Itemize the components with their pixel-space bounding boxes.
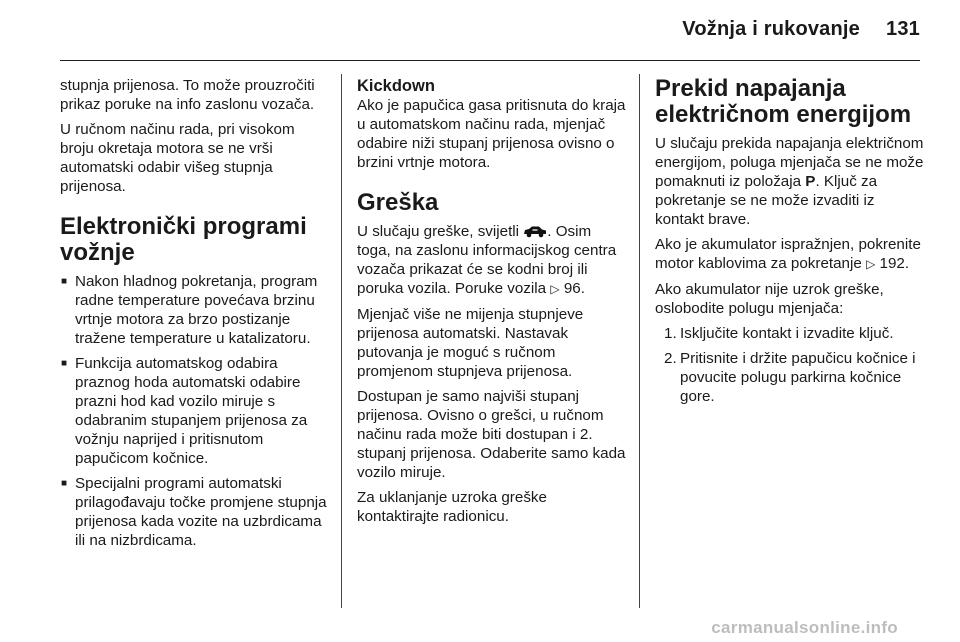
chapter-title: Vožnja i rukovanje — [682, 18, 861, 40]
step-text: Pritisnite i držite papučicu kočnice i povucite polugu parkirna kočnice gore. — [680, 350, 916, 405]
paragraph: Ako akumulator nije uzrok greške, oslobodite polugu mjenjača: — [655, 281, 884, 317]
section-heading-error: Greška — [357, 189, 439, 216]
paragraph: stupnja prijenosa. To može prouzročiti prikaz poruke na info zaslonu vozača. — [60, 77, 315, 113]
list-item — [655, 349, 925, 406]
step-number: 1. — [664, 325, 677, 342]
paragraph: Za uklanjanje uzroka greške kontaktirajte radionicu. — [357, 489, 547, 525]
text-span: U slučaju prekida napajanja električnom energijom, poluga mjenjača se ne može pomaknuti iz položaja — [655, 135, 924, 190]
text-span: . Ključ za pokretanje se ne može izvaditi iz kontakt brave. — [655, 173, 878, 228]
watermark: carmanualsonline.info — [711, 618, 898, 637]
bullet-list — [60, 272, 328, 550]
page-reference-icon: ▷ — [866, 257, 876, 271]
text-span: . Osim toga, na zaslonu informacijskog centra vozača prikazat će se kodni broj ili poruka vozila. Poruke vozila — [357, 223, 617, 297]
numbered-list — [655, 324, 925, 406]
page-reference: 96. — [563, 280, 585, 297]
list-item — [655, 324, 925, 343]
page-number: 131 — [886, 18, 920, 40]
list-item: ■ Nakon hladnog pokretanja, program radne temperature povećava brzinu vrtnje motora za brzo postizanje tražene temperature u katalizatoru. — [60, 272, 328, 348]
paragraph — [357, 222, 627, 299]
step-text: Isključite kontakt i izvadite ključ. — [680, 325, 894, 342]
gear-position-p: P — [805, 173, 816, 190]
list-item: ■ Specijalni programi automatski prilagođavaju točke promjene stupnja prijenosa kada vozite na uzbrdicama ili na nizbrdicama. — [60, 474, 328, 550]
column-1 — [60, 76, 328, 556]
page-header — [682, 18, 920, 41]
step-number: 2. — [664, 350, 677, 367]
header-rule — [60, 60, 920, 61]
page-reference: 192. — [879, 255, 910, 272]
paragraph: U ručnom načinu rada, pri visokom broju okretaja motora se ne vrši automatski odabir višeg stupnja prijenosa. — [60, 121, 295, 195]
text-span: Ako je akumulator ispražnjen, pokrenite motor kablovima za pokretanje — [655, 236, 921, 272]
paragraph — [655, 235, 925, 274]
page-reference-icon: ▷ — [550, 282, 560, 296]
subheading-kickdown: Kickdown — [357, 77, 435, 95]
column-divider-2 — [639, 74, 640, 608]
paragraph — [655, 134, 925, 229]
section-heading-power-failure: Prekid napajanja električnom energijom — [655, 75, 912, 128]
paragraph: Dostupan je samo najviši stupanj prijenosa. Ovisno o grešci, u ručnom načinu rada može biti dostupan i 2. stupanj prijenosa. Odaberite samo kada vozilo miruje. — [357, 388, 626, 481]
text-span: U slučaju greške, svijetli — [357, 223, 520, 240]
column-3 — [655, 76, 925, 412]
list-item: ■ Funkcija automatskog odabira praznog hoda automatski odabire prazni hod kad vozilo miruje s odabranim stupanjem prijenosa za vožnju naprijed i pritisnutom papučicom kočnice. — [60, 354, 328, 468]
column-2 — [357, 76, 627, 532]
paragraph: Ako je papučica gasa pritisnuta do kraja u automatskom načinu rada, mjenjač odabire niži stupanj prijenosa ovisno o brzini vrtnje motora. — [357, 97, 626, 171]
column-divider-1 — [341, 74, 342, 608]
paragraph: Mjenjač više ne mijenja stupnjeve prijenosa automatski. Nastavak putovanja je moguć s ručnom promjenom stupnjeva prijenosa. — [357, 306, 584, 380]
car-wrench-icon — [523, 225, 547, 238]
section-heading-electronic-programs: Elektronički programi vožnje — [60, 213, 307, 266]
